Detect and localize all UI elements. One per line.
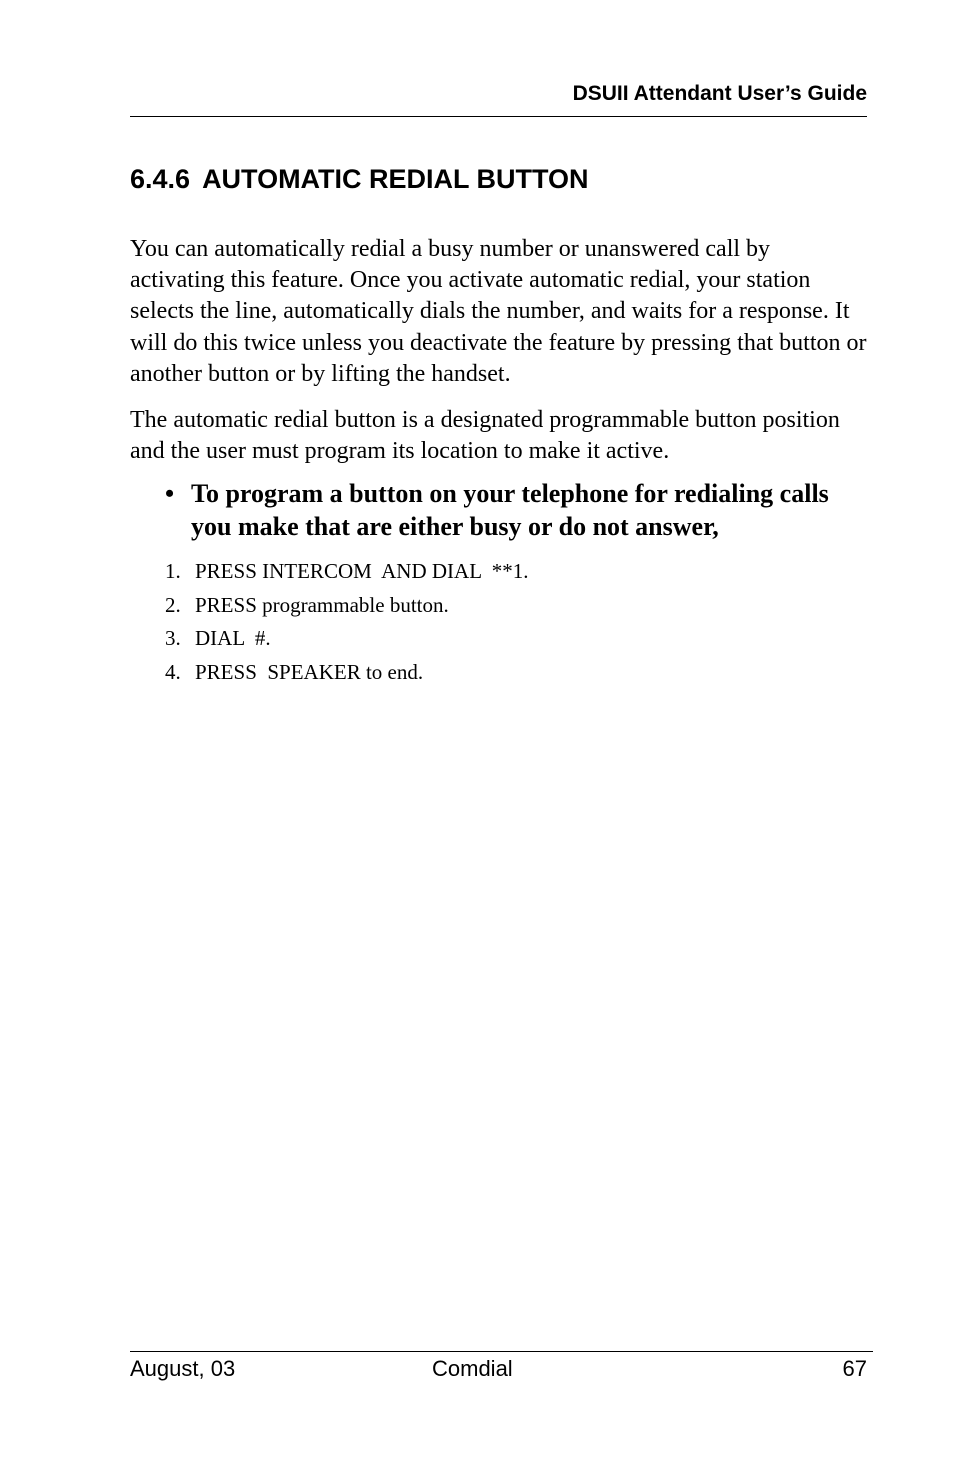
- step-number: 4.: [165, 659, 181, 684]
- page-footer: [130, 1351, 873, 1386]
- procedure-intro: To program a button on your telephone for redialing calls you make that are either busy or do not answer,: [191, 479, 829, 541]
- step-item: [165, 623, 529, 657]
- body-paragraph: The automatic redial button is a designated programmable button position and the user must program its location to make it active.: [130, 407, 840, 465]
- footer-date: August, 03: [130, 1356, 236, 1381]
- body-paragraph: You can automatically redial a busy number or unanswered call by activating this feature. Once you activate automatic redial, your station selects the line, automatically dials the number, and waits for a response. It will do this twice unless you deactivate the feature by pressing that button or another button or by lifting the handset.: [130, 236, 867, 387]
- section-title: AUTOMATIC REDIAL BUTTON: [202, 164, 589, 194]
- procedure-steps: [165, 556, 529, 690]
- step-number: 3.: [165, 626, 181, 650]
- step-text: PRESS programmable button.: [195, 592, 449, 617]
- step-item: [165, 657, 529, 691]
- footer-company: Comdial: [432, 1356, 513, 1381]
- step-text: PRESS SPEAKER to end.: [195, 659, 424, 684]
- section-number: 6.4.6: [130, 164, 191, 194]
- section-heading: [130, 164, 589, 195]
- step-text: DIAL #.: [195, 626, 271, 650]
- page-header: [130, 80, 867, 117]
- document-title: DSUII Attendant User’s Guide: [572, 82, 867, 105]
- step-number: 2.: [165, 592, 181, 617]
- step-item: [165, 590, 529, 624]
- bullet-icon: •: [165, 479, 175, 508]
- step-item: [165, 556, 529, 590]
- step-text: PRESS INTERCOM AND DIAL **1.: [195, 559, 529, 583]
- step-number: 1.: [165, 559, 181, 583]
- page-number: 67: [842, 1356, 867, 1381]
